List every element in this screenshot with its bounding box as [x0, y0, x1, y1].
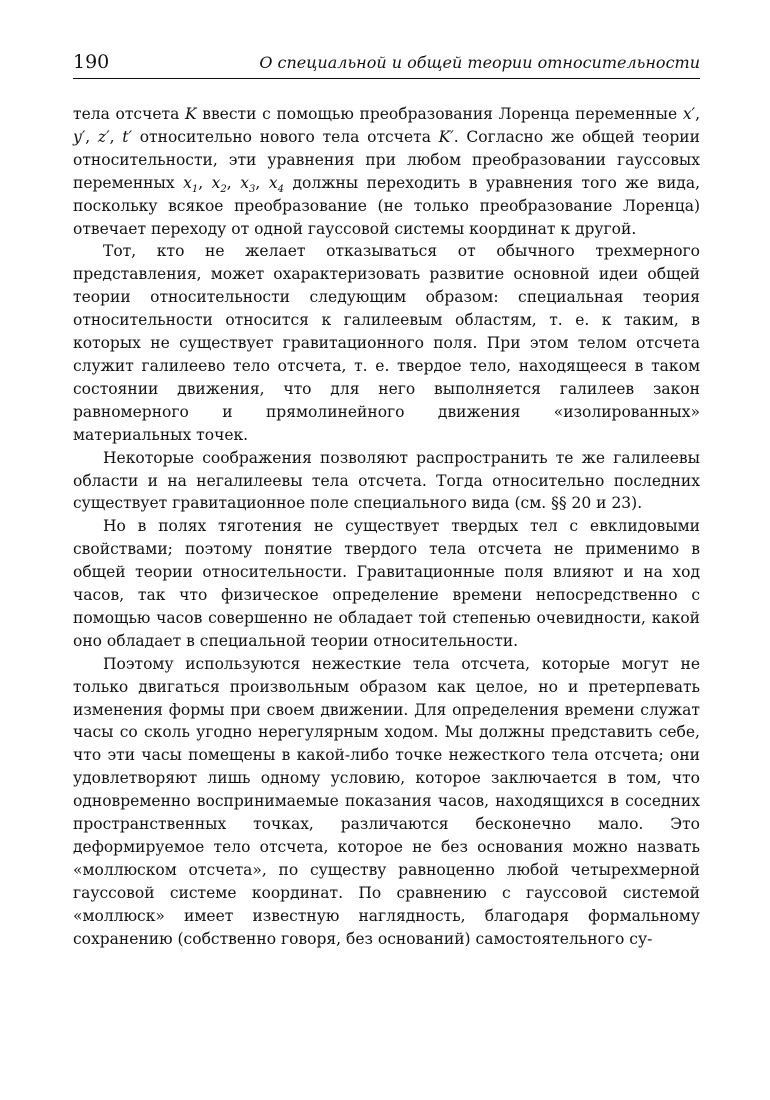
math-symbol: t′ [122, 127, 132, 146]
math-symbol: $x_1$ [183, 173, 199, 195]
paragraph-5 [73, 653, 700, 951]
text-run: , [109, 127, 123, 146]
paragraph-2 [73, 240, 700, 446]
page-number: 190 [73, 51, 110, 73]
math-subscript: 2 [220, 183, 227, 195]
text-run: относительно нового тела отсчета [132, 127, 439, 146]
math-symbol: $x_2$ [211, 173, 227, 195]
paragraph-3 [73, 447, 700, 516]
text-run: Некоторые соображения позволяют распространить те же галилеевы области и на негалилеевы тела отсчета. Тогда относительно последних существует гравитационное поле специального вида (см. §§ 20 и 23). [73, 448, 700, 513]
text-run: Поэтому используются нежесткие тела отсчета, которые могут не только двигаться произвольным образом как целое, но и претерпевать изменения формы при своем движении. Для определения времени служат часы со сколь угодно нерегулярным ходом. Мы должны представить себе, что эти часы помещены в какой-либо точке нежесткого тела отсчета; они удовлетворяют лишь одному условию, которое заключается в том, что одновременно воспринимаемые показания часов, находящихся в соседних пространственных точках, различаются бесконечно мало. Это деформируемое тело отсчета, которое не без основания можно назвать «моллюском отсчета», по существу равноценно любой четырехмерной гауссовой системе координат. По сравнению с гауссовой системой «моллюск» имеет известную наглядность, благодаря формальному сохранению (собственно говоря, без оснований) самостоятельного су- [73, 654, 700, 948]
page-header [73, 47, 700, 75]
text-run: должны переходить в уравнения того же вида, поскольку всякое преобразование (не только преобразование Лоренца) отвечает переходу от одной гауссовой системы координат к другой. [73, 173, 701, 238]
text-run: тела отсчета [73, 105, 185, 123]
running-title: О специальной и общей теории относительности [259, 53, 700, 72]
math-subscript: 3 [249, 183, 256, 195]
math-symbol: $x_3$ [240, 173, 256, 195]
text-run: Но в полях тяготения не существует твердых тел с евклидовыми свойствами; поэтому понятие твердого тела отсчета не применимо в общей теории относительности. Гравитационные поля влияют и на ход часов, так что физическое определение времени непосредственно с помощью часов совершенно не обладает той степенью очевидности, какой оно обладает в специальной теории относительности. [73, 517, 700, 650]
math-symbol: y′ [73, 127, 86, 146]
math-symbol: K′ [438, 127, 454, 146]
page-body [73, 103, 700, 951]
math-subscript: 1 [191, 183, 199, 195]
header-rule [73, 78, 700, 79]
paragraph-1 [73, 103, 700, 240]
text-run: , [198, 173, 212, 192]
text-run: , [255, 173, 269, 192]
text-run: ввести с помощью преобразования Лоренца переменные [196, 105, 683, 123]
paragraph-4 [73, 515, 700, 652]
text-run: . Согласно же общей теории относительности, эти уравнения при любом преобразовании гауссовых переменных [73, 127, 700, 192]
math-symbol: z′ [97, 127, 110, 146]
math-symbol: K [184, 105, 197, 123]
text-run: Тот, кто не желает отказываться от обычного трехмерного представления, может охарактеризовать развитие основной идеи общей теории относительности следующим образом: специальная теория относительности относится к галилеевым областям, т. е. к таким, в которых не существует гравитационного поля. При этом телом отсчета служит галилеево тело отсчета, т. е. твердое тело, находящееся в таком состоянии движения, что для него выполняется галилеев закон равномерного и прямолинейного движения «изолированных» материальных точек. [73, 242, 700, 444]
book-page [73, 47, 701, 948]
math-subscript: 4 [277, 183, 284, 195]
math-symbol: x′ [682, 105, 696, 123]
text-run: , [226, 173, 241, 192]
math-symbol: $x_4$ [268, 173, 284, 195]
text-run: , [85, 127, 98, 146]
text-run: , [695, 105, 701, 123]
